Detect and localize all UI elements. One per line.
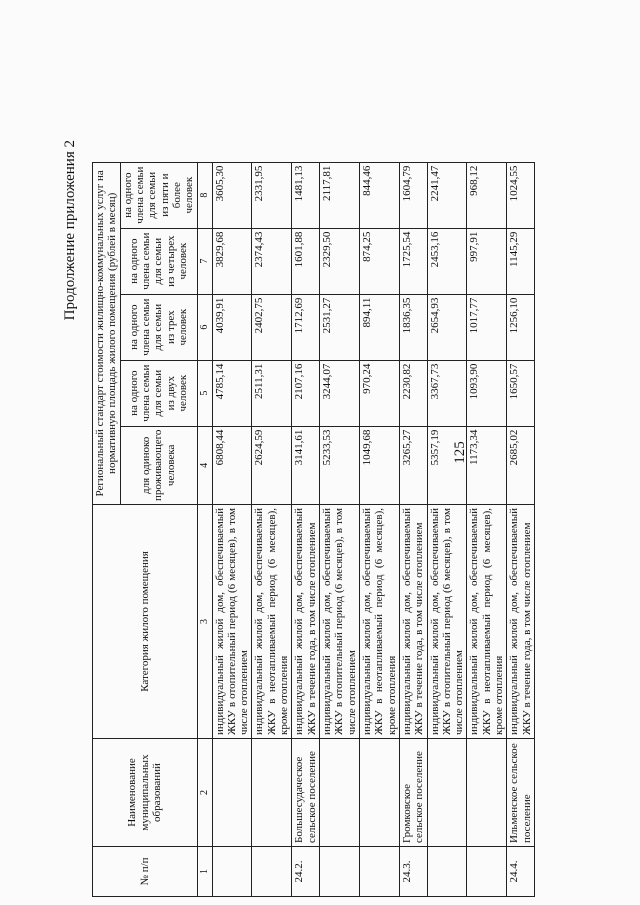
standard-value: 844,46: [359, 162, 399, 228]
municipality-name: [320, 739, 360, 847]
col-number: 7: [197, 228, 212, 294]
header-c5: на одного члена семьи для семьи из двух человек: [120, 360, 197, 426]
standard-value: 3605,30: [212, 162, 252, 228]
standard-value: 2511,31: [252, 360, 292, 426]
header-name: Наименование муниципальных образований: [93, 739, 198, 847]
header-c8: на одного члена семьи для семьи из пяти и более человек: [120, 162, 197, 228]
col-number: 6: [197, 294, 212, 360]
standard-value: 1601,88: [292, 228, 320, 294]
standard-value: 2117,81: [320, 162, 360, 228]
standard-value: 2685,02: [507, 426, 535, 504]
col-number: 3: [197, 505, 212, 739]
housing-category: индивидуальный жилой дом, обеспечиваемый ЖКУ в течение года, в том числе отоплением: [292, 505, 320, 739]
standard-value: 4039,91: [212, 294, 252, 360]
col-number: 2: [197, 739, 212, 847]
table-row: [399, 162, 427, 896]
housing-category: индивидуальный жилой дом, обеспечиваемый ЖКУ в отопительный период (6 месяцев), в том числе отоплением: [427, 505, 467, 739]
table-row: [252, 162, 292, 896]
standard-value: 1256,10: [507, 294, 535, 360]
standard-value: 2107,16: [292, 360, 320, 426]
row-index: [212, 847, 252, 897]
standard-value: 2531,27: [320, 294, 360, 360]
table-row: [467, 162, 507, 896]
standard-value: 2374,43: [252, 228, 292, 294]
housing-category: индивидуальный жилой дом, обеспечиваемый ЖКУ в неотапливаемый период (6 месяцев), кроме отопления: [252, 505, 292, 739]
standard-value: 6808,44: [212, 426, 252, 504]
municipality-name: [359, 739, 399, 847]
standard-value: 1173,34: [467, 426, 507, 504]
col-number: 4: [197, 426, 212, 504]
standard-value: 5233,53: [320, 426, 360, 504]
table-row: [507, 162, 535, 896]
housing-category: индивидуальный жилой дом, обеспечиваемый ЖКУ в течение года, в том числе отоплением: [507, 505, 535, 739]
standard-value: 1604,79: [399, 162, 427, 228]
row-index: 24.2.: [292, 847, 320, 897]
standard-value: 3367,73: [427, 360, 467, 426]
standard-value: 1017,77: [467, 294, 507, 360]
housing-category: индивидуальный жилой дом, обеспечиваемый ЖКУ в неотапливаемый период (6 месяцев), кроме отопления: [467, 505, 507, 739]
standard-value: 3141,61: [292, 426, 320, 504]
row-index: [427, 847, 467, 897]
standard-value: 970,24: [359, 360, 399, 426]
municipality-name: Ильменское сельское поселение: [507, 739, 535, 847]
row-index: [467, 847, 507, 897]
standard-value: 3265,27: [399, 426, 427, 504]
standards-table: [92, 162, 535, 897]
standard-value: 1049,68: [359, 426, 399, 504]
table-row: [359, 162, 399, 896]
municipality-name: [427, 739, 467, 847]
table-row: [212, 162, 252, 896]
standard-value: 997,91: [467, 228, 507, 294]
col-number: 1: [197, 847, 212, 897]
standard-value: 2402,75: [252, 294, 292, 360]
table-row: [320, 162, 360, 896]
row-index: 24.3.: [399, 847, 427, 897]
standard-value: 3244,07: [320, 360, 360, 426]
standard-value: 1093,90: [467, 360, 507, 426]
header-c7: на одного члена семьи для семьи из четырех человек: [120, 228, 197, 294]
standard-value: 874,25: [359, 228, 399, 294]
standard-value: 968,12: [467, 162, 507, 228]
row-index: [252, 847, 292, 897]
header-category: Категория жилого помещения: [93, 505, 198, 739]
table-row: [292, 162, 320, 896]
standard-value: 2624,59: [252, 426, 292, 504]
standard-value: 1650,57: [507, 360, 535, 426]
col-number: 5: [197, 360, 212, 426]
standard-value: 1481,13: [292, 162, 320, 228]
housing-category: индивидуальный жилой дом, обеспечиваемый ЖКУ в неотапливаемый период (6 месяцев), кроме отопления: [359, 505, 399, 739]
municipality-name: [467, 739, 507, 847]
standard-value: 1836,35: [399, 294, 427, 360]
municipality-name: [212, 739, 252, 847]
standard-value: 2230,82: [399, 360, 427, 426]
standard-value: 5357,19: [427, 426, 467, 504]
table-row: [427, 162, 467, 896]
municipality-name: Большесудаческое сельское поселение: [292, 739, 320, 847]
row-index: [359, 847, 399, 897]
header-num: № п/п: [93, 847, 198, 897]
standard-value: 2453,16: [427, 228, 467, 294]
standard-value: 1145,29: [507, 228, 535, 294]
header-c6: на одного члена семьи для семьи из трех человек: [120, 294, 197, 360]
standard-value: 1024,55: [507, 162, 535, 228]
housing-category: индивидуальный жилой дом, обеспечиваемый ЖКУ в отопительный период (6 месяцев), в том числе отоплением: [212, 505, 252, 739]
row-index: [320, 847, 360, 897]
housing-category: индивидуальный жилой дом, обеспечиваемый ЖКУ в течение года, в том числе отоплением: [399, 505, 427, 739]
standard-value: 2654,93: [427, 294, 467, 360]
header-c4: для одиноко проживающего человека: [120, 426, 197, 504]
municipality-name: [252, 739, 292, 847]
page-number: 125: [452, 441, 468, 464]
continuation-label: Продолжение приложения 2: [62, 140, 78, 321]
header-standard: Региональный стандарт стоимости жилищно-коммунальных услуг на нормативную площадь жилого помещения (рублей в месяц): [93, 162, 121, 504]
housing-category: индивидуальный жилой дом, обеспечиваемый ЖКУ в отопительный период (6 месяцев), в том числе отоплением: [320, 505, 360, 739]
standard-value: 894,11: [359, 294, 399, 360]
table-body: [212, 162, 535, 896]
standard-value: 1712,69: [292, 294, 320, 360]
standard-value: 3829,68: [212, 228, 252, 294]
standard-value: 4785,14: [212, 360, 252, 426]
standard-value: 2241,47: [427, 162, 467, 228]
standard-value: 1725,54: [399, 228, 427, 294]
row-index: 24.4.: [507, 847, 535, 897]
municipality-name: Громковское сельское поселение: [399, 739, 427, 847]
col-number: 8: [197, 162, 212, 228]
standard-value: 2331,95: [252, 162, 292, 228]
standard-value: 2329,50: [320, 228, 360, 294]
